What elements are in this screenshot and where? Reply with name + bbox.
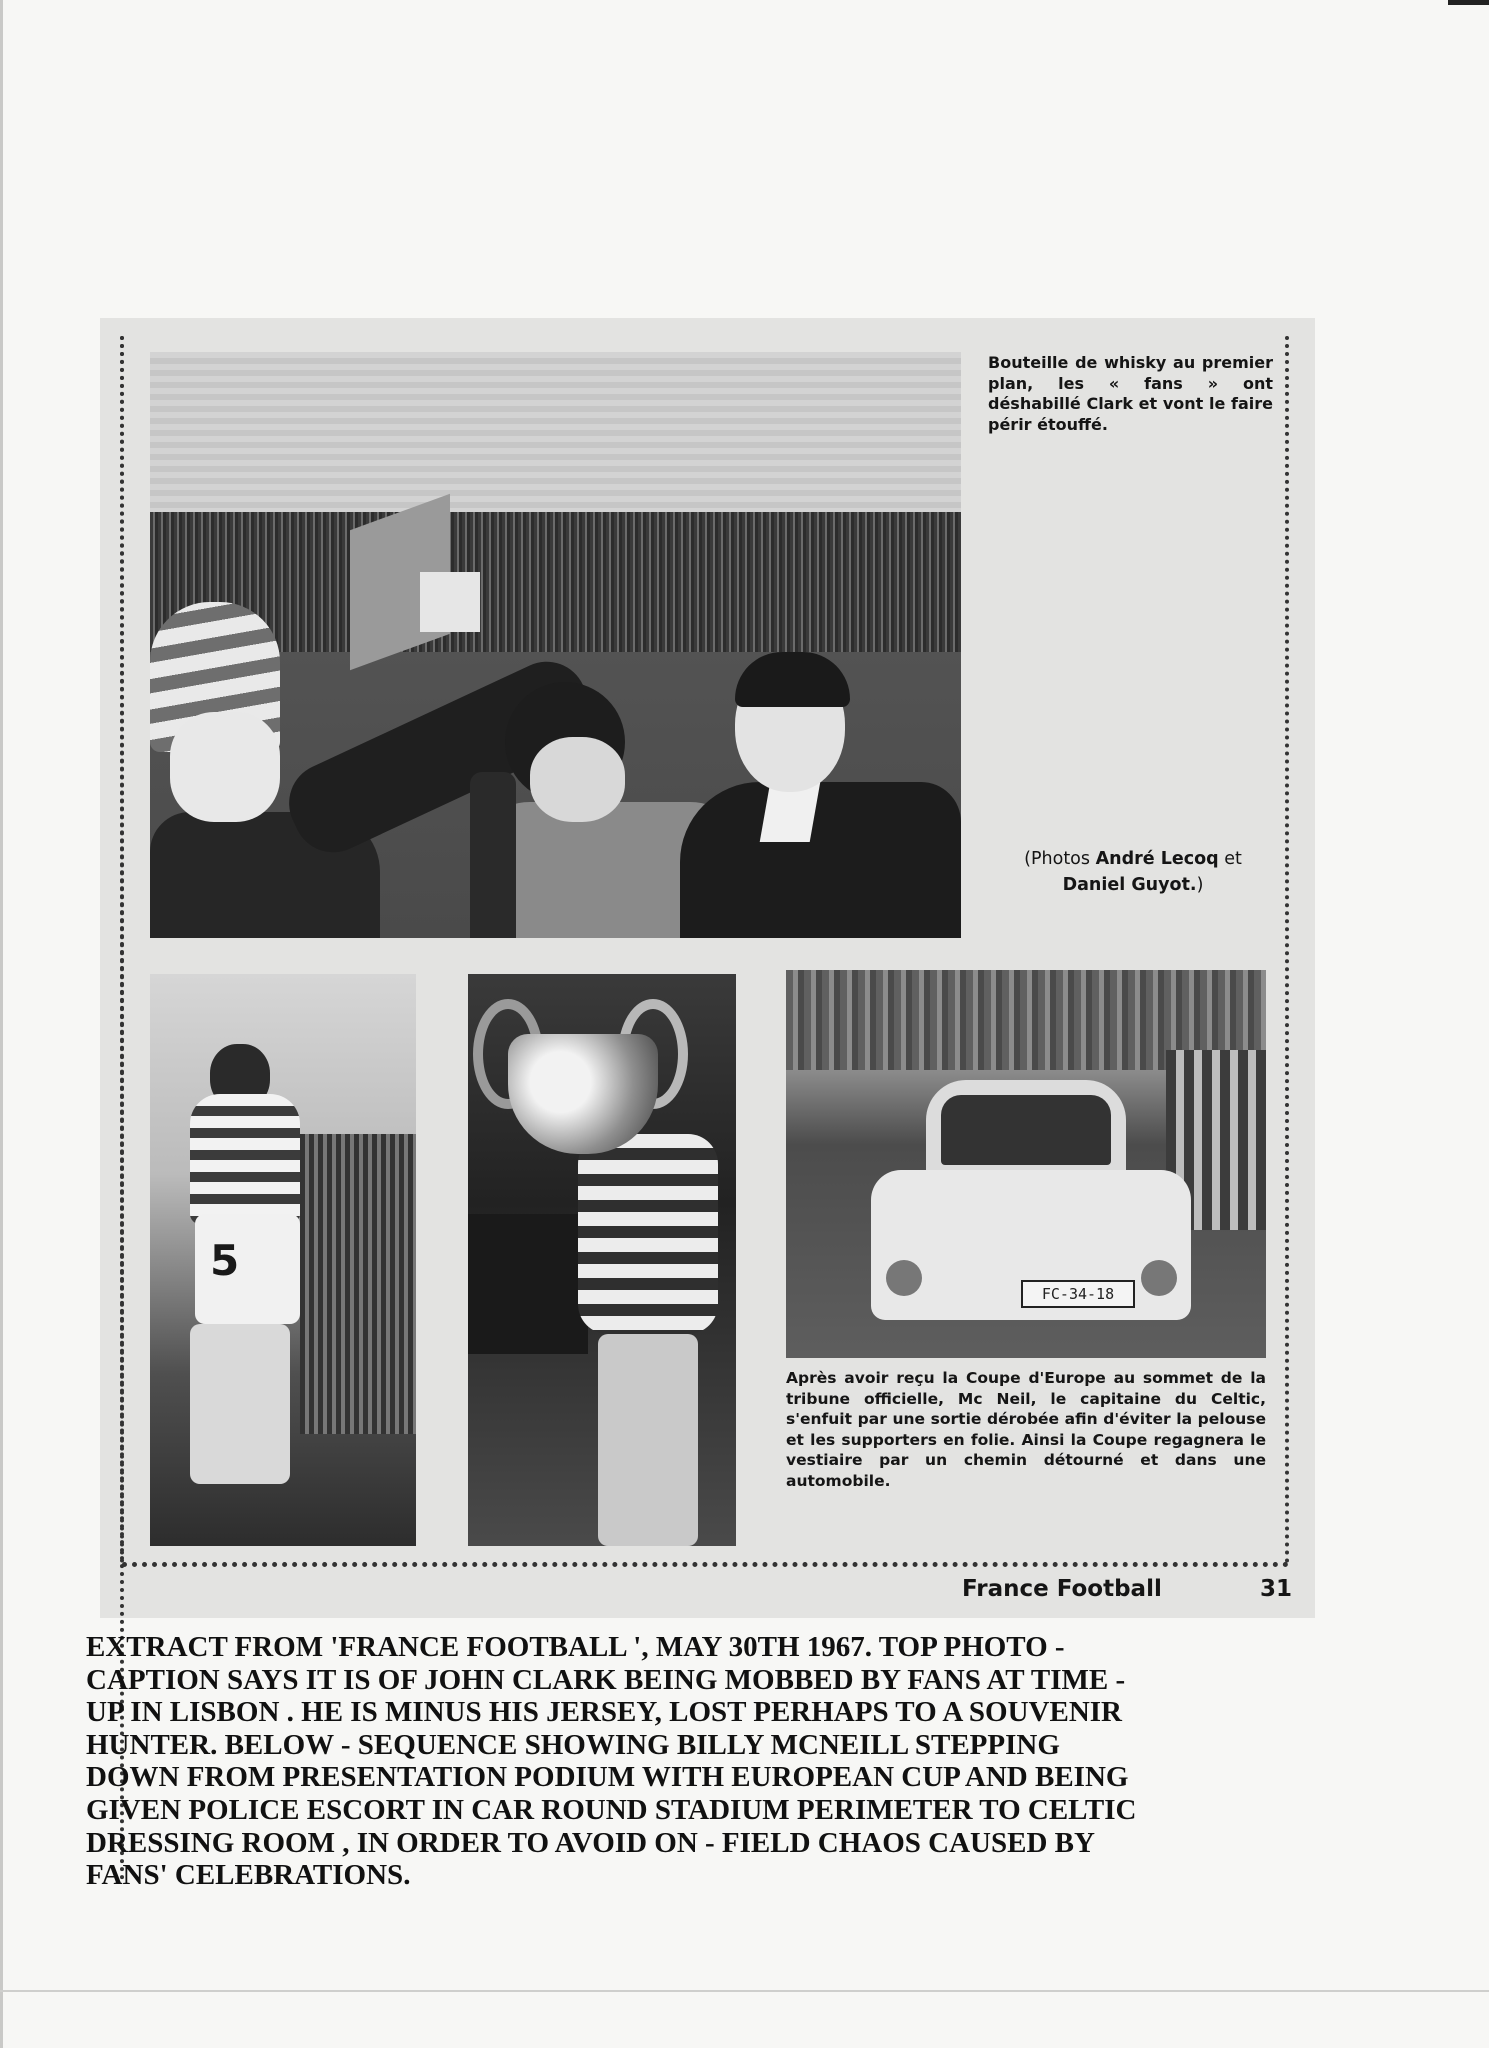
photo-credit-name1: André Lecoq	[1095, 849, 1219, 869]
photo-credit	[988, 846, 1278, 898]
photo-fan-face	[170, 712, 280, 822]
bottom-photo-caption: Après avoir reçu la Coupe d'Europe au sommet de la tribune officielle, Mc Neil, le capitaine du Celtic, s'enfuit par une sortie dérobée afin d'éviter la pelouse et les supporters en folie. Ainsi la Coupe regagnera le vestiaire par un chemin détourné et dans une automobile.	[786, 1369, 1266, 1490]
photo-credit-name2: Daniel Guyot.	[1062, 875, 1197, 895]
photo-crowd	[300, 1134, 416, 1434]
clipping-border-left-line	[120, 336, 128, 1564]
photo-car-window	[941, 1095, 1111, 1165]
newspaper-masthead: France Football	[962, 1576, 1162, 1602]
photo-escort-car	[786, 970, 1266, 1358]
photo-man-hair	[735, 652, 850, 707]
extract-line: EXTRACT FROM 'FRANCE FOOTBALL ', MAY 30TH 1967. TOP PHOTO -	[86, 1631, 1065, 1663]
photo-whisky-bottle	[470, 772, 516, 938]
photo-hooped-shirt	[578, 1134, 718, 1334]
extract-line: CAPTION SAYS IT IS OF JOHN CLARK BEING MOBBED BY FANS AT TIME -	[86, 1663, 1126, 1696]
extract-line: FANS' CELEBRATIONS.	[86, 1859, 411, 1892]
photo-player-face	[530, 737, 625, 822]
extract-line: DRESSING ROOM , IN ORDER TO AVOID ON - FIELD CHAOS CAUSED BY	[86, 1826, 1095, 1859]
top-photo-caption: Bouteille de whisky au premier plan, les « fans » ont déshabillé Clark et vont le faire périr étouffé.	[988, 353, 1273, 434]
photo-credit-mid: et	[1218, 849, 1242, 869]
photo-mcneill-stepping-down	[150, 974, 416, 1546]
car-number-plate: FC-34-18	[1021, 1280, 1135, 1308]
newspaper-page-number: 31	[1260, 1576, 1293, 1602]
page-divider	[0, 1990, 1489, 1992]
extract-line: DOWN FROM PRESENTATION PODIUM WITH EUROPEAN CUP AND BEING	[86, 1761, 1129, 1794]
photo-car-light-left	[886, 1260, 922, 1296]
extract-line: GIVEN POLICE ESCORT IN CAR ROUND STADIUM PERIMETER TO CELTIC	[86, 1793, 1137, 1826]
photo-legs	[190, 1324, 290, 1484]
page-edge	[0, 0, 3, 2048]
photo-man-coat	[680, 782, 961, 938]
photo-credit-prefix: (Photos	[1024, 849, 1096, 869]
photo-car	[468, 1214, 588, 1354]
photo-credit-suffix: )	[1196, 875, 1204, 895]
clipping-border-right	[1285, 336, 1293, 1564]
player-number: 5	[210, 1236, 240, 1285]
newspaper-clipping	[100, 318, 1315, 1618]
extract-description	[86, 1631, 1456, 1892]
page-corner-mark	[1448, 0, 1489, 5]
photo-flag-patch	[420, 572, 480, 632]
photo-car-light-right	[1141, 1260, 1177, 1296]
extract-line: UP IN LISBON . HE IS MINUS HIS JERSEY, LOST PERHAPS TO A SOUVENIR	[86, 1696, 1122, 1729]
photo-clark-mobbed-by-fans	[150, 352, 961, 938]
photo-legs	[598, 1334, 698, 1546]
photo-sky	[150, 352, 961, 512]
clipping-border-bottom	[122, 1562, 1289, 1571]
extract-line: HUNTER. BELOW - SEQUENCE SHOWING BILLY MCNEILL STEPPING	[86, 1728, 1060, 1761]
photo-mcneill-with-cup	[468, 974, 736, 1546]
photo-hooped-shirt	[190, 1094, 300, 1224]
